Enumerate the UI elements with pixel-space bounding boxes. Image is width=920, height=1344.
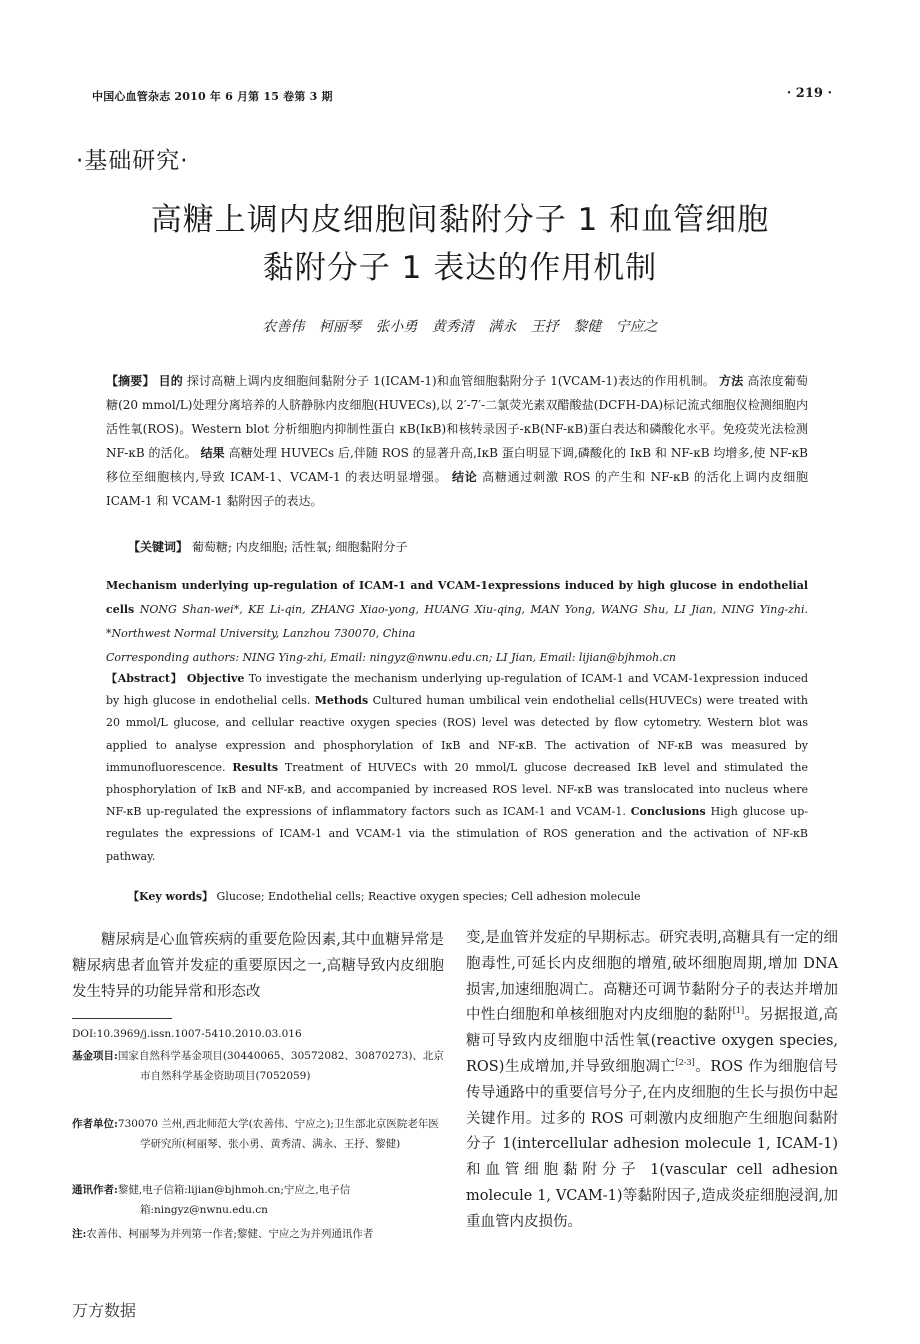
authors-cn: 农善伟 柯丽琴 张小勇 黄秀清 满永 王抒 黎健 宁应之 (262, 319, 658, 335)
unit-label: 作者单位: (72, 1118, 118, 1130)
section-label: ·基础研究· (76, 148, 189, 174)
fund-text: 国家自然科学基金项目(30440065、30572082、30870273)、北京市自然科学基金资助项目(7052059) (117, 1050, 444, 1082)
conclusions-label-en: Conclusions (630, 805, 706, 819)
body-right-text-3: 。ROS 作为细胞信号传导通路中的重要信号分子,在内皮细胞的生长与损伤中起关键作用。过多的 ROS 可刺激内皮细胞产生细胞间黏附分子 1(intercellular adhesion molecule 1, ICAM-1)和血管细胞黏附分子 1(vascular cell adhesion molecule 1, VCAM-1)等黏附因子,造成炎症细胞浸润,加重血管内皮损伤。 (466, 1058, 838, 1230)
body-left-column (72, 928, 444, 1005)
footnote-doi: DOI:10.3969/j.issn.1007-5410.2010.03.016 (72, 1028, 302, 1040)
english-title-block (106, 574, 808, 670)
footnote-note (72, 1224, 444, 1244)
corr-text: 黎健,电子信箱:lijian@bjhmoh.cn;宁应之,电子信箱:ningyz@nwnu.edu.cn (117, 1184, 351, 1216)
english-affiliation: *Northwest Normal University, Lanzhou 730070, China (106, 627, 416, 640)
abstract-en-label: 【Abstract】 (106, 672, 183, 685)
footnote-fund (72, 1046, 444, 1086)
page-number: · 219 · (786, 86, 832, 101)
footnote-unit (72, 1114, 444, 1154)
results-label-en: Results (232, 760, 279, 774)
abstract-cn (106, 369, 808, 513)
keywords-en-label: 【Key words】 (128, 890, 214, 903)
watermark-logo: 万方数据 (72, 1301, 137, 1320)
abstract-cn-label: 【摘要】 (106, 374, 155, 388)
objective-label-en: Objective (186, 672, 245, 685)
english-authors: NONG Shan-wei*, KE Li-qin, ZHANG Xiao-yong, HUANG Xiu-qing, MAN Yong, WANG Shu, LI Jian, NING Ying-zhi. (139, 603, 808, 616)
body-right-text-2: 。另据报道,高糖可导致内皮细胞中活性氧(reactive oxygen species, ROS)生成增加,并导致细胞凋亡 (466, 1007, 839, 1075)
note-text: 农善伟、柯丽琴为并列第一作者;黎健、宁应之为并列通讯作者 (86, 1228, 374, 1240)
note-label: 注: (72, 1228, 87, 1240)
methods-en: Cultured human umbilical vein endothelial cells(HUVECs) were treated with 20 mmol/L glucose, and cellular reactive oxygen species (ROS) level was detected by flow cytometry. Western blot was applied to analyse expression and phosphorylation of IκB and NF-κB. The activation of NF-κB was measured by immunofluorescence. (106, 694, 808, 774)
objective-label-cn: 目的 (158, 374, 183, 388)
english-title: Mechanism underlying up-regulation of ICAM-1 and VCAM-1expressions induced by high glucose in endothelial cells (106, 579, 808, 616)
keywords-cn-items: 葡萄糖; 内皮细胞; 活性氧; 细胞黏附分子 (191, 540, 408, 554)
methods-label-en: Methods (314, 694, 369, 708)
objective-cn: 探讨高糖上调内皮细胞间黏附分子 1(ICAM-1)和血管细胞黏附分子 1(VCAM-1)表达的作用机制。 (186, 374, 716, 388)
results-en: Treatment of HUVECs with 20 mmol/L glucose decreased IκB level and stimulated the phosphorylation of IκB and NF-κB, and accompanied by increased ROS level. NF-κB was translocated into nucleus where NF-κB up-regulated the expressions of inflammatory factors such as ICAM-1 and VCAM-1. (106, 760, 809, 819)
body-right-column (466, 926, 838, 1236)
title-line-1: 高糖上调内皮细胞间黏附分子 1 和血管细胞 (150, 202, 770, 238)
abstract-en (106, 668, 808, 868)
title-line-2: 黏附分子 1 表达的作用机制 (262, 250, 658, 286)
results-cn: 高糖处理 HUVECs 后,伴随 ROS 的显著升高,IκB 蛋白明显下调,磷酸化的 IκB 和 NF-κB 均增多,使 NF-κB 移位至细胞核内,导致 ICAM-1、VCAM-1 的表达明显增强。 (106, 446, 808, 484)
body-right-text-1: 变,是血管并发症的早期标志。研究表明,高糖具有一定的细胞毒性,可延长内皮细胞的增殖,破坏细胞周期,增加 DNA 损害,加速细胞凋亡。高糖还可调节黏附分子的表达并增加中性白细胞和单核细胞对内皮细胞的黏附 (466, 930, 838, 1024)
keywords-en (128, 885, 640, 909)
keywords-cn (128, 535, 407, 559)
methods-label-cn: 方法 (719, 374, 744, 388)
body-left-text: 糖尿病是心血管疾病的重要危险因素,其中血糖异常是糖尿病患者血管并发症的重要原因之一,高糖导致内皮细胞发生特异的功能异常和形态改 (72, 932, 444, 1000)
footnote-corresponding (72, 1180, 444, 1220)
unit-text: 730070 兰州,西北师范大学(农善伟、宁应之);卫生部北京医院老年医学研究所(柯丽琴、张小勇、黄秀清、满永、王抒、黎健) (117, 1118, 439, 1150)
conclusions-en: High glucose up-regulates the expressions of ICAM-1 and VCAM-1 via the stimulation of ROS generation and the activation of NF-κB pathway. (106, 805, 809, 863)
conclusion-label-cn: 结论 (451, 470, 478, 484)
corr-label: 通讯作者: (72, 1184, 118, 1196)
keywords-en-items: Glucose; Endothelial cells; Reactive oxygen species; Cell adhesion molecule (216, 890, 641, 903)
methods-cn: 高浓度葡萄糖(20 mmol/L)处理分离培养的人脐静脉内皮细胞(HUVECs),以 2′-7′-二氯荧光素双醋酸盐(DCFH-DA)标记流式细胞仪检测细胞内活性氧(ROS)。Western blot 分析细胞内抑制性蛋白 κB(IκB)和核转录因子-κB(NF-κB)蛋白表达和磷酸化水平。免疫荧光法检测 NF-κB 的活化。 (106, 374, 808, 460)
fund-label: 基金项目: (72, 1050, 118, 1062)
citation-ref-2[interactable]: [2-3] (675, 1058, 695, 1068)
corresponding-authors: Corresponding authors: NING Ying-zhi, Email: ningyz@nwnu.edu.cn; LI Jian, Email: lijian@bjhmoh.cn (106, 651, 676, 664)
results-label-cn: 结果 (200, 446, 225, 460)
keywords-cn-label: 【关键词】 (128, 540, 189, 554)
objective-en: To investigate the mechanism underlying up-regulation of ICAM-1 and VCAM-1expression induced by high glucose in endothelial cells. (106, 672, 809, 708)
citation-ref-1[interactable]: [1] (732, 1006, 745, 1016)
conclusion-cn: 高糖通过刺激 ROS 的产生和 NF-κB 的活化上调内皮细胞 ICAM-1 和 VCAM-1 黏附因子的表达。 (106, 470, 808, 508)
footnote-rule (72, 1018, 172, 1019)
running-header: 中国心血管杂志 2010 年 6 月第 15 卷第 3 期 (92, 90, 333, 103)
